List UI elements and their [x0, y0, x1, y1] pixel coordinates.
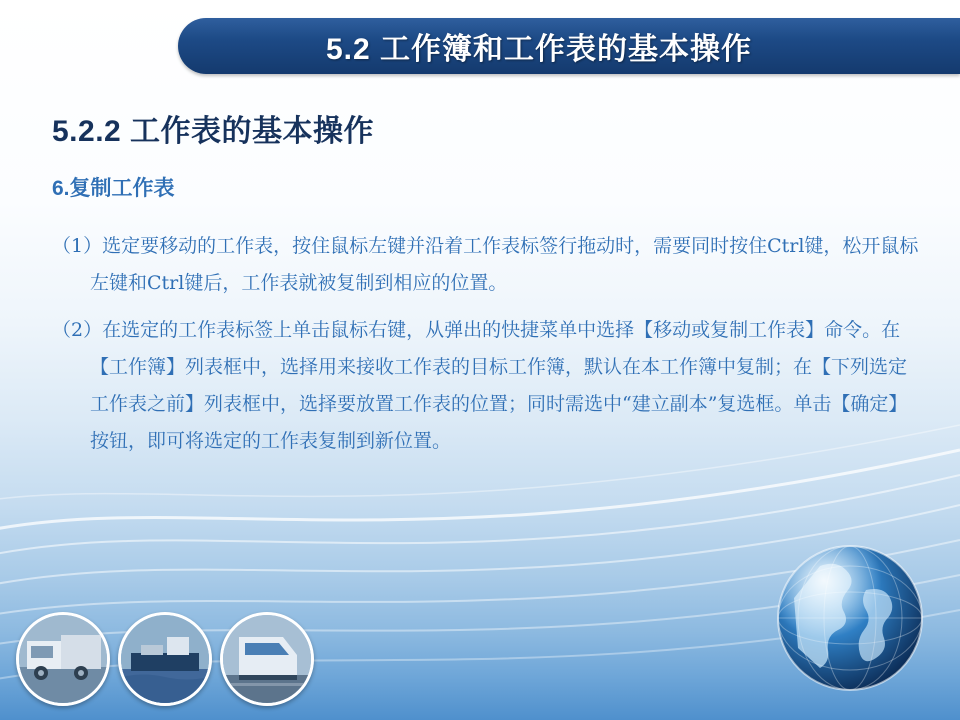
paragraph-1 — [52, 228, 922, 302]
paragraph-1-text: （1）选定要移动的工作表，按住鼠标左键并沿着工作表标签行拖动时，需要同时按住Ctrl键，松开鼠标左键和Ctrl键后，工作表就被复制到相应的位置。 — [52, 235, 919, 294]
section-subheading: 6.复制工作表 — [52, 177, 175, 200]
section-heading: 5.2.2 工作表的基本操作 — [52, 115, 375, 148]
paragraph-2-text: （2）在选定的工作表标签上单击鼠标右键，从弹出的快捷菜单中选择【移动或复制工作表】命令。在【工作簿】列表框中，选择用来接收工作表的目标工作簿，默认在本工作簿中复制；在【下列选定工作表之前】列表框中，选择要放置工作表的位置；同时需选中“建立副本”复选框。单击【确定】按钮，即可将选定的工作表复制到新位置。 — [52, 319, 908, 452]
slide-title-bar — [178, 18, 960, 74]
train-photo — [220, 612, 314, 706]
paragraph-2 — [52, 312, 922, 460]
body-content — [52, 228, 922, 470]
truck-photo — [16, 612, 110, 706]
ship-photo — [118, 612, 212, 706]
globe-graphic — [762, 532, 938, 708]
page-title: 5.2 工作簿和工作表的基本操作 — [325, 33, 753, 66]
